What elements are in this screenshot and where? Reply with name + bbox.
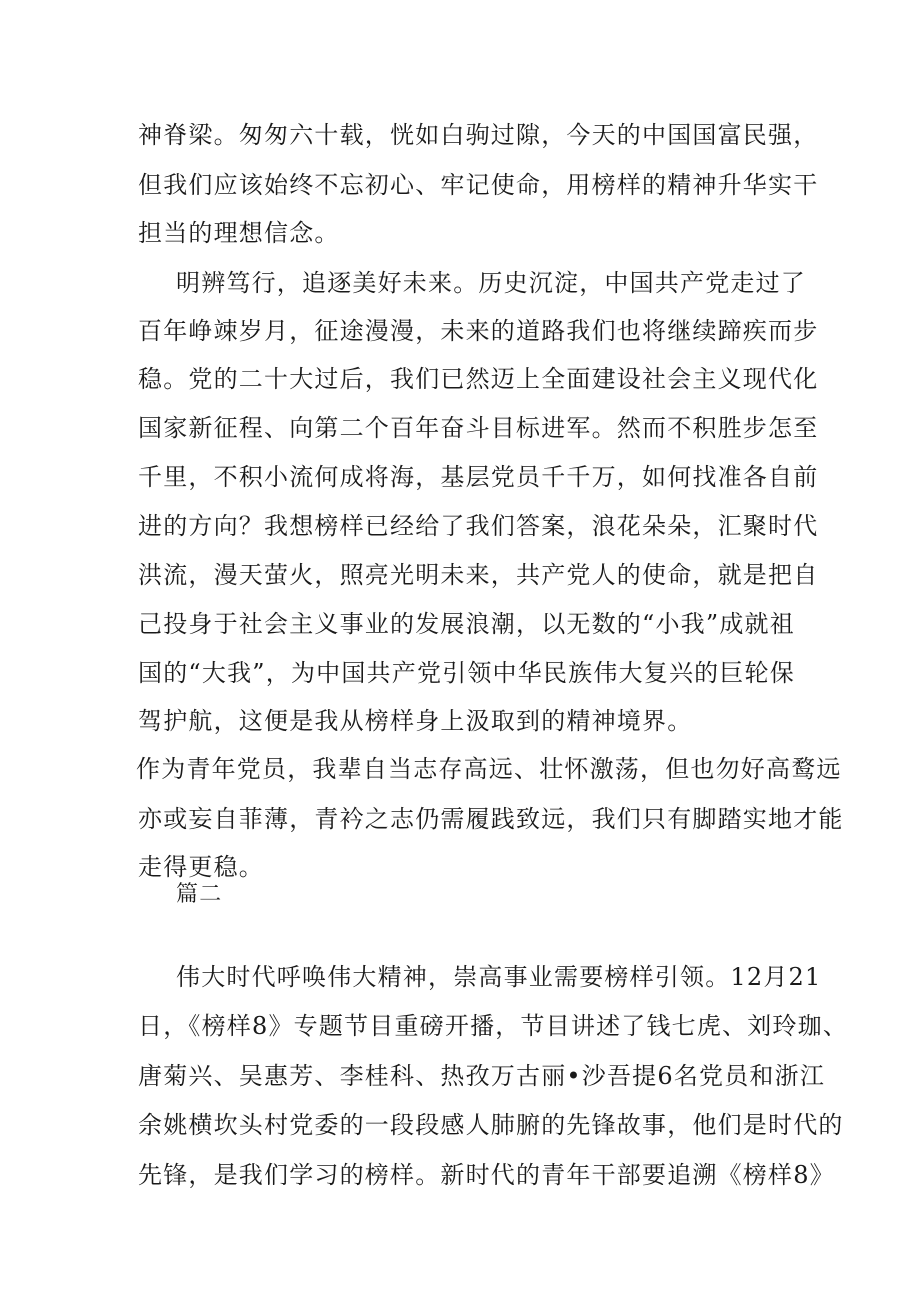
section-heading: 篇二 [176, 882, 223, 907]
text-line: 走得更稳。 [138, 853, 264, 881]
paragraph-start-line: 伟大时代呼唤伟大精神，崇高事业需要榜样引领。12月21 [176, 963, 822, 991]
text-line: 余姚横坎头村党委的一段段感人肺腑的先锋故事，他们是时代的 [138, 1111, 844, 1139]
text-line: 稳。党的二十大过后，我们已然迈上全面建设社会主义现代化 [138, 365, 819, 393]
text-line: 国的“大我”，为中国共产党引领中华民族伟大复兴的巨轮保 [138, 659, 795, 687]
text-line: 千里，不积小流何成将海，基层党员千千万，如何找准各自前 [138, 463, 819, 491]
text-line: 日，《榜样8》专题节目重磅开播，节目讲述了钱七虎、刘玲珈、 [138, 1012, 849, 1040]
paragraph-start-line: 作为青年党员，我辈自当志存高远、壮怀激荡，但也勿好高鹜远 [136, 755, 842, 783]
text-line: 先锋，是我们学习的榜样。新时代的青年干部要追溯《榜样8》 [138, 1161, 835, 1189]
text-line: 驾护航，这便是我从榜样身上汲取到的精神境界。 [138, 707, 693, 735]
text-line: 但我们应该始终不忘初心、牢记使命，用榜样的精神升华实干 [138, 171, 819, 199]
text-line: 洪流，漫天萤火，照亮光明未来，共产党人的使命，就是把自 [138, 561, 819, 589]
text-line: 唐菊兴、吴惠芳、李桂科、热孜万古丽•沙吾提6名党员和浙江 [138, 1062, 826, 1090]
text-line: 己投身于社会主义事业的发展浪潮，以无数的“小我”成就祖 [138, 610, 795, 638]
text-line: 亦或妄自菲薄，青衿之志仍需履践致远，我们只有脚踏实地才能 [138, 805, 844, 833]
text-line: 进的方向？我想榜样已经给了我们答案，浪花朵朵，汇聚时代 [138, 512, 819, 540]
text-line: 百年峥竦岁月，征途漫漫，未来的道路我们也将继续蹄疾而步 [138, 317, 819, 345]
text-line: 担当的理想信念。 [138, 219, 340, 247]
text-line: 国家新征程、向第二个百年奋斗目标进军。然而不积胜步怎至 [138, 414, 819, 442]
paragraph-start-line: 明辨笃行，追逐美好未来。历史沉淀，中国共产党走过了 [176, 269, 806, 297]
text-line: 神脊梁。匆匆六十载，恍如白驹过隙，今天的中国国富民强， [138, 121, 819, 149]
